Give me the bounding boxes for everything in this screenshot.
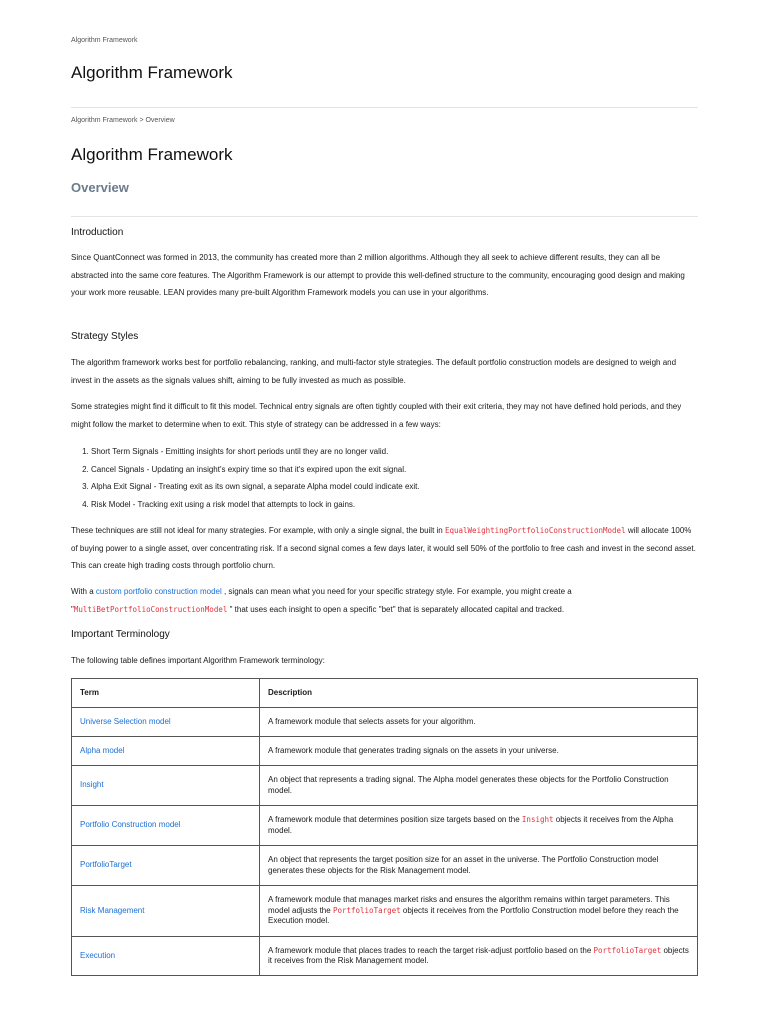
table-row	[72, 766, 698, 806]
table-row	[72, 737, 698, 766]
strategy-styles-heading: Strategy Styles	[71, 331, 139, 342]
p4-text-after: " that uses each insight to open a specific "bet" that is separately allocated capital and tracked.	[227, 604, 565, 614]
desc-text-after: objects it receives from the Risk Management model.	[268, 945, 689, 965]
p4-text: With a	[71, 587, 96, 596]
desc-text-after: objects it receives from the Alpha model.	[268, 815, 674, 835]
list-item: 2. Cancel Signals - Updating an insight's expiry time so that it's expired upon the exit signal.	[91, 461, 420, 479]
breadcrumb-top[interactable]: Algorithm Framework	[71, 37, 138, 44]
strategy-styles-p2: Some strategies might find it difficult to fit this model. Technical entry signals are often tightly coupled with their exit criteria, they may not have defined hold periods, and they might follow the market to determine when to exit. This style of strategy can be addressed in a few ways:	[71, 402, 682, 429]
term-description	[260, 886, 698, 937]
introduction-heading: Introduction	[71, 227, 124, 238]
table-row	[72, 708, 698, 737]
terminology-heading: Important Terminology	[71, 629, 170, 640]
terminology-intro: The following table defines important Algorithm Framework terminology:	[71, 656, 325, 665]
list-item: 1. Short Term Signals - Emitting insights for short periods until they are no longer valid.	[91, 443, 420, 461]
desc-text: A framework module that manages market risks and ensures the algorithm remains within target parameters. This model adjusts the	[268, 895, 670, 915]
term-description	[260, 937, 698, 976]
divider	[71, 216, 698, 217]
insight-code: Insight	[521, 815, 554, 824]
portfolio-target-code: PortfolioTarget	[593, 945, 662, 955]
term-link[interactable]: Risk Management	[72, 886, 260, 937]
multibet-code: MultiBetPortfolioConstructionModel	[73, 604, 228, 614]
list-item: 4. Risk Model - Tracking exit using a risk model that attempts to lock in gains.	[91, 496, 420, 514]
custom-pcm-link[interactable]: custom portfolio construction model	[95, 587, 222, 596]
strategy-styles-p3	[71, 522, 699, 575]
term-description: An object that represents the target position size for an asset in the universe. The Portfolio Construction model generates these objects for the Risk Management model.	[260, 846, 698, 886]
term-link[interactable]: Universe Selection model	[72, 708, 260, 737]
term-header: Term	[72, 679, 260, 708]
introduction-text: Since QuantConnect was formed in 2013, the community has created more than 2 million algorithms. Although they all seek to achieve different results, they can all be abstracted into the same core features. The Algorithm Framework is our attempt to provide this well-defined structure to the community, encouraging good design and making your work more reusable. LEAN provides many pre-built Algorithm Framework models you can use in your algorithms.	[71, 253, 685, 297]
strategy-styles-p1: The algorithm framework works best for portfolio rebalancing, ranking, and multi-factor style strategies. The default portfolio construction models are designed to weigh and invest in the assets as the signals values shift, aiming to be fully invested as much as possible.	[71, 358, 677, 385]
desc-text-after: objects it receives from the Portfolio Construction model before they reach the Execution model.	[268, 905, 679, 926]
desc-text: A framework module that determines position size targets based on the	[268, 815, 522, 824]
term-link[interactable]: PortfolioTarget	[72, 846, 260, 886]
table-header-row	[72, 679, 698, 708]
list-item: 3. Alpha Exit Signal - Treating exit as its own signal, a separate Alpha model could indicate exit.	[91, 478, 420, 496]
table-row	[72, 886, 698, 937]
breadcrumb[interactable]: Algorithm Framework > Overview	[71, 117, 175, 124]
term-description: A framework module that selects assets for your algorithm.	[260, 708, 698, 737]
divider	[71, 107, 698, 108]
p3-text: These techniques are still not ideal for many strategies. For example, with only a single signal, the built in	[71, 526, 445, 535]
term-link[interactable]: Portfolio Construction model	[72, 806, 260, 846]
table-row	[72, 806, 698, 846]
equal-weighting-code: EqualWeightingPortfolioConstructionModel	[444, 526, 626, 535]
section-subtitle: Overview	[71, 180, 129, 195]
page-title: Algorithm Framework	[71, 63, 233, 82]
term-link[interactable]: Insight	[72, 766, 260, 806]
section-title: Algorithm Framework	[71, 145, 233, 164]
strategy-styles-p4	[71, 583, 699, 618]
strategy-list	[71, 443, 420, 513]
term-description	[260, 806, 698, 846]
table-row	[72, 846, 698, 886]
table-row	[72, 937, 698, 976]
term-description: An object that represents a trading signal. The Alpha model generates these objects for the Portfolio Construction model.	[260, 766, 698, 806]
term-description: A framework module that generates trading signals on the assets in your universe.	[260, 737, 698, 766]
term-link[interactable]: Execution	[72, 937, 260, 976]
terminology-table	[71, 678, 698, 976]
description-header: Description	[260, 679, 698, 708]
desc-text: A framework module that places trades to reach the target risk-adjust portfolio based on the	[268, 945, 594, 955]
portfolio-target-code: PortfolioTarget	[332, 905, 401, 915]
p3-text-after: will allocate 100% of buying power to a single asset, over concentrating risk. If a second signal comes a few days later, it would sell 50% of the portfolio to free cash and invest in the second asset. This can create high trading costs through portfolio churn.	[71, 526, 696, 570]
p4-text-middle: , signals can mean what you need for your specific strategy style. For example, you might create a "	[71, 587, 572, 614]
term-link[interactable]: Alpha model	[72, 737, 260, 766]
